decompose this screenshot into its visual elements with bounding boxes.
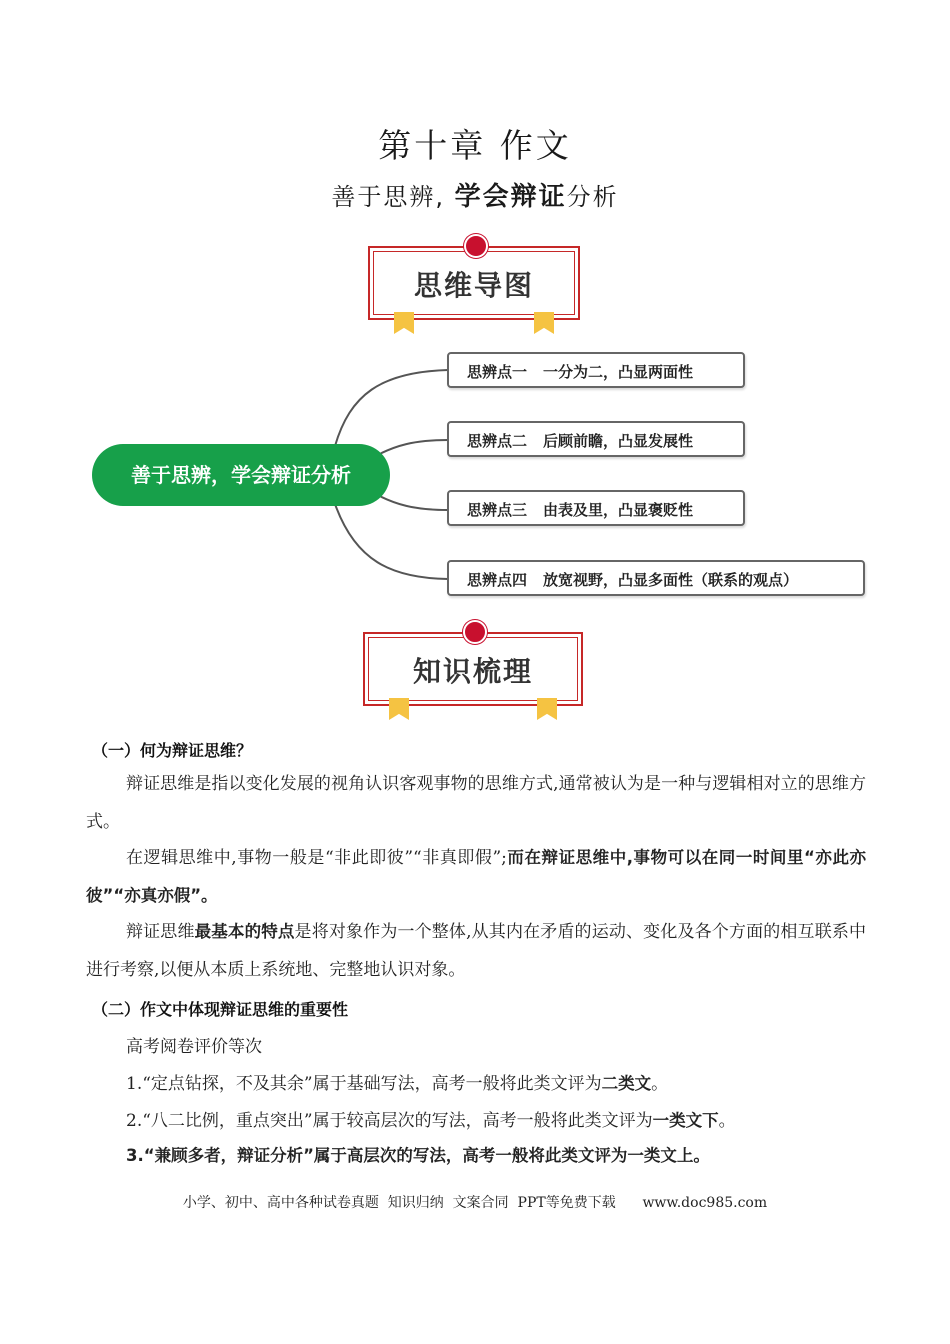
paragraph-text: 是将对象作为一个整体,从其内在矛盾的运动、变化及各个方面的相互联系中进行考察,以便从本质上系统地、完整地认识对象。: [86, 922, 867, 980]
mindmap-root-node: 善于思辨，学会辩证分析: [92, 444, 390, 506]
paragraph-text: 在逻辑思维中,事物一般是“非此即彼”“非真即假”;: [126, 848, 507, 868]
branch-label: 思辨点四: [467, 571, 528, 589]
list-item-emphasis: 一类文下: [652, 1111, 719, 1130]
mindmap-branch-2: [447, 421, 745, 457]
branch-label: 思辨点二: [467, 432, 528, 450]
section-heading: （二）作文中体现辩证思维的重要性: [92, 1000, 349, 1019]
mindmap-branch-4: [447, 560, 865, 596]
branch-label: 思辨点三: [467, 501, 528, 519]
banner-dot-icon: [463, 620, 487, 644]
paragraph: 辩证思维是指以变化发展的视角认识客观事物的思维方式,通常被认为是一种与逻辑相对立的思维方式。: [86, 774, 866, 832]
connector-line: [335, 370, 448, 446]
list-item: 3.“兼顾多者，辩证分析”属于高层次的写法，高考一般将此类文评为一类文上。: [126, 1146, 710, 1165]
knowledge-banner: [363, 632, 583, 706]
list-item-emphasis: 二类文: [601, 1074, 652, 1093]
branch-text: 后顾前瞻，凸显发展性: [543, 432, 694, 450]
list-item-text: 2.“八二比例，重点突出”属于较高层次的写法，高考一般将此类文评为: [126, 1111, 653, 1131]
banner-label: 思维导图: [413, 269, 534, 302]
subtitle-part-1: 善于思辨,: [331, 183, 445, 211]
section-heading: （一）何为辩证思维？: [92, 741, 253, 760]
branch-text: 由表及里，凸显褒贬性: [543, 501, 694, 519]
banner-label: 知识梳理: [412, 655, 533, 688]
connector-line: [372, 492, 448, 510]
paragraph: [86, 913, 866, 989]
list-item: [126, 1106, 736, 1131]
subtitle-part-bold: 学会辩证: [454, 182, 567, 212]
subtitle-part-2: 分析: [566, 183, 619, 211]
branch-text: 放宽视野，凸显多面性（联系的观点）: [543, 571, 799, 589]
paragraph-emphasis: 最基本的特点: [194, 922, 295, 941]
connector-line: [335, 504, 448, 579]
list-item-text: 。: [718, 1111, 736, 1131]
page-footer: 小学、初中、高中各种试卷真题 知识归纳 文案合同 PPT等免费下载 www.doc985.com: [182, 1195, 768, 1211]
list-item: [126, 1069, 668, 1094]
mindmap-branch-3: [447, 490, 745, 526]
paragraph: [86, 839, 866, 915]
paragraph-text: 辩证思维: [126, 922, 195, 942]
list-item-text: 1.“定点钻探，不及其余”属于基础写法，高考一般将此类文评为: [126, 1074, 602, 1094]
list-intro: 高考阅卷评价等次: [126, 1037, 262, 1057]
branch-label: 思辨点一: [467, 363, 528, 381]
paragraph-emphasis: 而在辩证思维中,事物可以在同一时间里“亦此亦彼”“亦真亦假”。: [86, 848, 866, 905]
chapter-title: 第十章 作文: [378, 126, 572, 165]
list-item-text: 。: [651, 1074, 669, 1094]
mindmap-branch-1: [447, 352, 745, 388]
branch-text: 一分为二，凸显两面性: [543, 363, 694, 381]
